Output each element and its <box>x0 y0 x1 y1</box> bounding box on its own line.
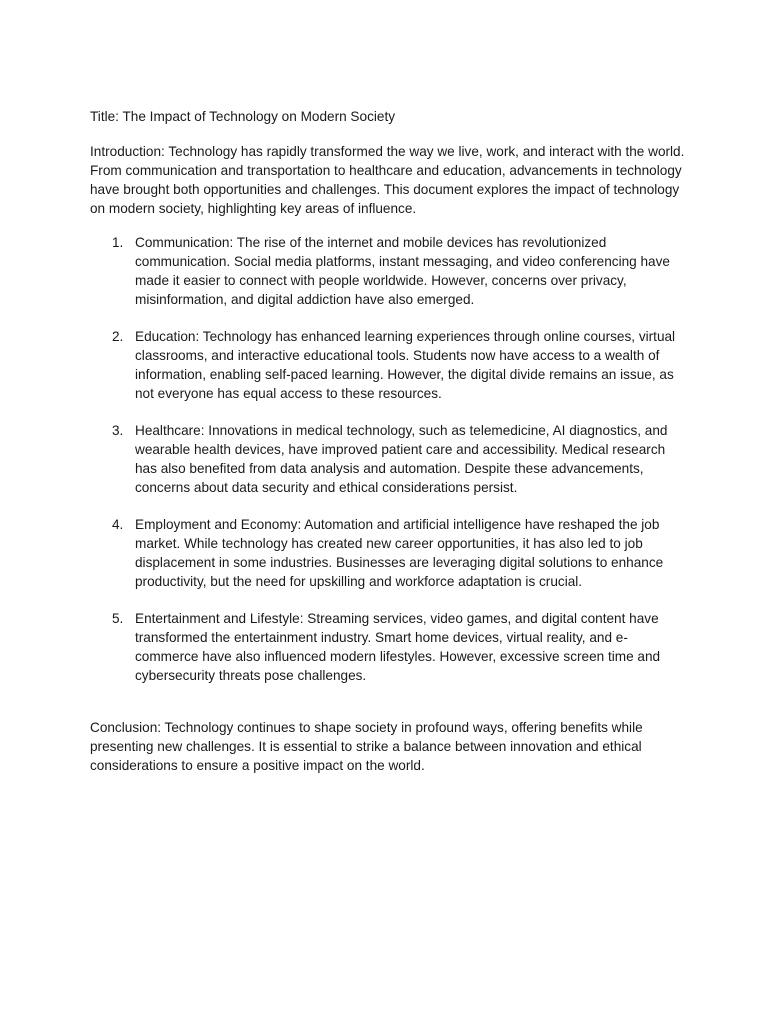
list-item-text: Employment and Economy: Automation and artificial intelligence have reshaped the job market. While technology has created new career opportunities, it has also led to job displacement in some industries. Businesses are leveraging digital solutions to enhance productivity, but the need for upskilling and workforce adaptation is crucial. <box>135 517 664 589</box>
list-item-text: Education: Technology has enhanced learning experiences through online courses, virtual classrooms, and interactive educational tools. Students now have access to a wealth of information, enabling self-paced learning. However, the digital divide remains an issue, as not everyone has equal access to these resources. <box>135 329 676 401</box>
list-item-text: Entertainment and Lifestyle: Streaming services, video games, and digital content have transformed the entertainment industry. Smart home devices, virtual reality, and e-commerce have also influenced modern lifestyles. However, excessive screen time and cybersecurity threats pose challenges. <box>135 611 661 683</box>
list-item-number: 1. <box>112 235 124 250</box>
introduction-paragraph: Introduction: Technology has rapidly transformed the way we live, work, and interact with the world. From communication and transportation to healthcare and education, advancements in technology have brought both opportunities and challenges. This document explores the impact of technology on modern society, highlighting key areas of influence. <box>90 144 685 216</box>
list-item-number: 4. <box>112 517 124 532</box>
list-item-number: 2. <box>112 329 124 344</box>
numbered-list <box>90 233 690 685</box>
list-item <box>90 421 690 497</box>
list-item <box>90 515 690 591</box>
list-item <box>90 327 690 403</box>
list-item-text: Communication: The rise of the internet and mobile devices has revolutionized communication. Social media platforms, instant messaging, and video conferencing have made it easier to connect with people worldwide. However, concerns over privacy, misinformation, and digital addiction have also emerged. <box>135 235 670 307</box>
list-item-text: Healthcare: Innovations in medical technology, such as telemedicine, AI diagnostics, and wearable health devices, have improved patient care and accessibility. Medical research has also benefited from data analysis and automation. Despite these advancements, concerns about data security and ethical considerations persist. <box>135 423 668 495</box>
list-item <box>90 233 690 309</box>
conclusion-paragraph: Conclusion: Technology continues to shape society in profound ways, offering benefits while presenting new challenges. It is essential to strike a balance between innovation and ethical considerations to ensure a positive impact on the world. <box>90 720 643 773</box>
list-item <box>90 609 690 685</box>
list-item-number: 3. <box>112 423 124 438</box>
document-title: Title: The Impact of Technology on Modern Society <box>90 109 396 124</box>
document-page <box>90 107 690 775</box>
list-item-number: 5. <box>112 611 124 626</box>
